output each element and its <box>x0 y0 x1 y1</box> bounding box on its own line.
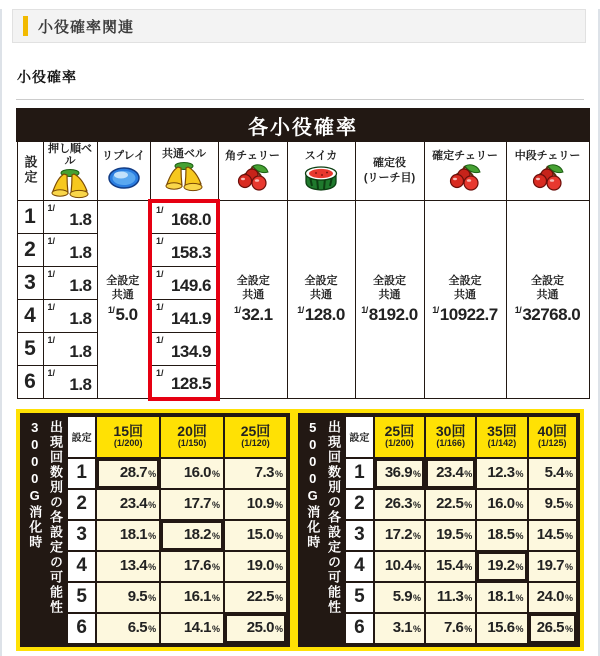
grid-row <box>67 520 287 551</box>
probability-cell-highlight: 36.9% <box>374 458 425 489</box>
setting-number: 3 <box>17 267 43 300</box>
col-header-chudan-cherry: 中段チェリー <box>506 141 589 201</box>
vertical-label-main: 出現回数別の各設定の可能性 <box>48 419 63 615</box>
grid-row <box>67 582 287 613</box>
vertical-label-sub: 5000G消化時 <box>305 419 321 550</box>
count-col-header: 20回 (1/150) <box>160 416 224 458</box>
vertical-label-sub: 3000G消化時 <box>27 419 43 550</box>
probability-cell: 7.3% <box>224 458 287 489</box>
main-probability-table <box>16 108 590 401</box>
grid-row <box>345 489 577 520</box>
setting-number: 3 <box>345 520 374 551</box>
replay-icon <box>104 163 144 193</box>
grid-header-row <box>345 416 577 458</box>
probability-cell: 16.0% <box>476 489 527 520</box>
oshijun-bell-value: 1/ 1.8 <box>43 333 97 366</box>
probability-cell: 14.1% <box>160 613 224 644</box>
cherry-icon <box>529 163 567 193</box>
probability-cell: 19.7% <box>528 551 577 582</box>
probability-cell: 14.5% <box>528 520 577 551</box>
probability-cell: 18.1% <box>96 520 160 551</box>
probability-cell: 15.6% <box>476 613 527 644</box>
oshijun-bell-value: 1/ 1.8 <box>43 300 97 333</box>
col-header-kyotsu-bell: 共通ベル <box>150 141 218 201</box>
setting-number: 2 <box>67 489 96 520</box>
subsection-title: 小役確率 <box>17 69 77 85</box>
probability-cell: 10.9% <box>224 489 287 520</box>
divider <box>16 99 584 100</box>
probability-cell: 22.5% <box>425 489 476 520</box>
probability-cell: 19.5% <box>425 520 476 551</box>
probability-cell-highlight: 19.2% <box>476 551 527 582</box>
probability-cell: 19.0% <box>224 551 287 582</box>
probability-cell: 9.5% <box>96 582 160 613</box>
probability-cell: 22.5% <box>224 582 287 613</box>
count-col-header: 30回 (1/166) <box>425 416 476 458</box>
kyotsu-bell-value: 1/ 128.5 <box>150 366 218 399</box>
setting-number: 5 <box>17 333 43 366</box>
vertical-label-main: 出現回数別の各設定の可能性 <box>326 419 341 615</box>
probability-cell: 18.1% <box>476 582 527 613</box>
oshijun-bell-value: 1/ 1.8 <box>43 201 97 234</box>
main-table-row <box>17 201 589 234</box>
probability-cell: 5.4% <box>528 458 577 489</box>
setting-number: 5 <box>345 582 374 613</box>
kado-cherry-value: 全設定 共通 $^{1/}$32.1 <box>218 201 287 399</box>
grid-row <box>345 520 577 551</box>
accent-bar <box>23 16 28 36</box>
probability-cell-highlight: 26.5% <box>528 613 577 644</box>
suika-value: 全設定 共通 $^{1/}$128.0 <box>287 201 355 399</box>
setting-number: 4 <box>67 551 96 582</box>
probability-cell: 10.4% <box>374 551 425 582</box>
possibility-table-3000g <box>16 409 294 651</box>
grid-row <box>345 551 577 582</box>
col-header-setting: 設定 <box>17 141 43 201</box>
setting-col-header: 設定 <box>67 416 96 458</box>
kyotsu-bell-value: 1/ 168.0 <box>150 201 218 234</box>
vertical-label-3000g <box>22 415 66 645</box>
probability-cell: 26.3% <box>374 489 425 520</box>
count-col-header: 25回 (1/200) <box>374 416 425 458</box>
cherry-icon <box>446 163 484 193</box>
col-header-replay: リプレイ <box>97 141 150 201</box>
count-col-header: 40回 (1/125) <box>528 416 577 458</box>
probability-cell: 12.3% <box>476 458 527 489</box>
kakutei-yaku-value: 全設定 共通 $^{1/}$8192.0 <box>355 201 424 399</box>
setting-number: 6 <box>17 366 43 399</box>
kyotsu-bell-value: 1/ 141.9 <box>150 300 218 333</box>
setting-number: 2 <box>17 234 43 267</box>
grid-row <box>345 582 577 613</box>
setting-number: 1 <box>67 458 96 489</box>
count-col-header: 35回 (1/142) <box>476 416 527 458</box>
chudan-cherry-value: 全設定 共通 $^{1/}$32768.0 <box>506 201 589 399</box>
bell-icon <box>164 161 204 193</box>
probability-cell-highlight: 28.7% <box>96 458 160 489</box>
probability-cell-highlight: 25.0% <box>224 613 287 644</box>
col-header-kado-cherry: 角チェリー <box>218 141 287 201</box>
oshijun-bell-value: 1/ 1.8 <box>43 366 97 399</box>
probability-cell: 17.6% <box>160 551 224 582</box>
setting-number: 6 <box>345 613 374 644</box>
grid-row <box>345 613 577 644</box>
probability-cell: 17.2% <box>374 520 425 551</box>
probability-cell: 13.4% <box>96 551 160 582</box>
grid-row <box>67 551 287 582</box>
probability-grid-3000g <box>66 415 288 645</box>
setting-number: 2 <box>345 489 374 520</box>
setting-number: 4 <box>17 300 43 333</box>
setting-number: 1 <box>17 201 43 234</box>
probability-cell: 16.0% <box>160 458 224 489</box>
probability-cell: 23.4% <box>96 489 160 520</box>
possibility-tables <box>16 409 584 651</box>
oshijun-bell-value: 1/ 1.8 <box>43 267 97 300</box>
replay-value: 全設定 共通 $^{1/}$5.0 <box>97 201 150 399</box>
cherry-icon <box>234 163 272 193</box>
probability-cell: 15.4% <box>425 551 476 582</box>
probability-cell-highlight: 23.4% <box>425 458 476 489</box>
count-col-header: 15回 (1/200) <box>96 416 160 458</box>
kyotsu-bell-value: 1/ 158.3 <box>150 234 218 267</box>
count-col-header: 25回 (1/120) <box>224 416 287 458</box>
probability-cell: 9.5% <box>528 489 577 520</box>
col-header-oshijun-bell: 押し順ベル <box>43 141 97 201</box>
probability-cell: 15.0% <box>224 520 287 551</box>
main-table-title-row <box>17 109 589 141</box>
grid-header-row <box>67 416 287 458</box>
setting-number: 4 <box>345 551 374 582</box>
grid-row <box>67 489 287 520</box>
main-table-wrap <box>16 108 598 401</box>
setting-number: 1 <box>345 458 374 489</box>
probability-cell-highlight: 18.2% <box>160 520 224 551</box>
probability-cell: 7.6% <box>425 613 476 644</box>
main-table-header-row <box>17 141 589 201</box>
col-header-kakutei-cherry: 確定チェリー <box>424 141 506 201</box>
page <box>0 9 600 656</box>
kyotsu-bell-value: 1/ 149.6 <box>150 267 218 300</box>
setting-number: 6 <box>67 613 96 644</box>
grid-row <box>67 613 287 644</box>
watermelon-icon <box>301 163 341 193</box>
probability-cell: 16.1% <box>160 582 224 613</box>
vertical-label-5000g <box>300 415 344 645</box>
kyotsu-bell-value: 1/ 134.9 <box>150 333 218 366</box>
probability-cell: 3.1% <box>374 613 425 644</box>
oshijun-bell-value: 1/ 1.8 <box>43 234 97 267</box>
possibility-table-5000g <box>294 409 584 651</box>
grid-row <box>67 458 287 489</box>
section-header <box>12 9 586 43</box>
main-table-title: 各小役確率 <box>17 109 589 141</box>
section-title: 小役確率関連 <box>38 18 135 36</box>
probability-cell: 18.5% <box>476 520 527 551</box>
setting-number: 5 <box>67 582 96 613</box>
setting-number: 3 <box>67 520 96 551</box>
probability-cell: 24.0% <box>528 582 577 613</box>
kakutei-cherry-value: 全設定 共通 $^{1/}$10922.7 <box>424 201 506 399</box>
probability-cell: 6.5% <box>96 613 160 644</box>
setting-col-header: 設定 <box>345 416 374 458</box>
bell-icon <box>50 168 90 200</box>
probability-cell: 5.9% <box>374 582 425 613</box>
probability-cell: 17.7% <box>160 489 224 520</box>
probability-grid-5000g <box>344 415 578 645</box>
probability-cell: 11.3% <box>425 582 476 613</box>
col-header-suika: スイカ <box>287 141 355 201</box>
grid-row <box>345 458 577 489</box>
col-header-kakutei-yaku: 確定役 (リーチ目) <box>355 141 424 201</box>
